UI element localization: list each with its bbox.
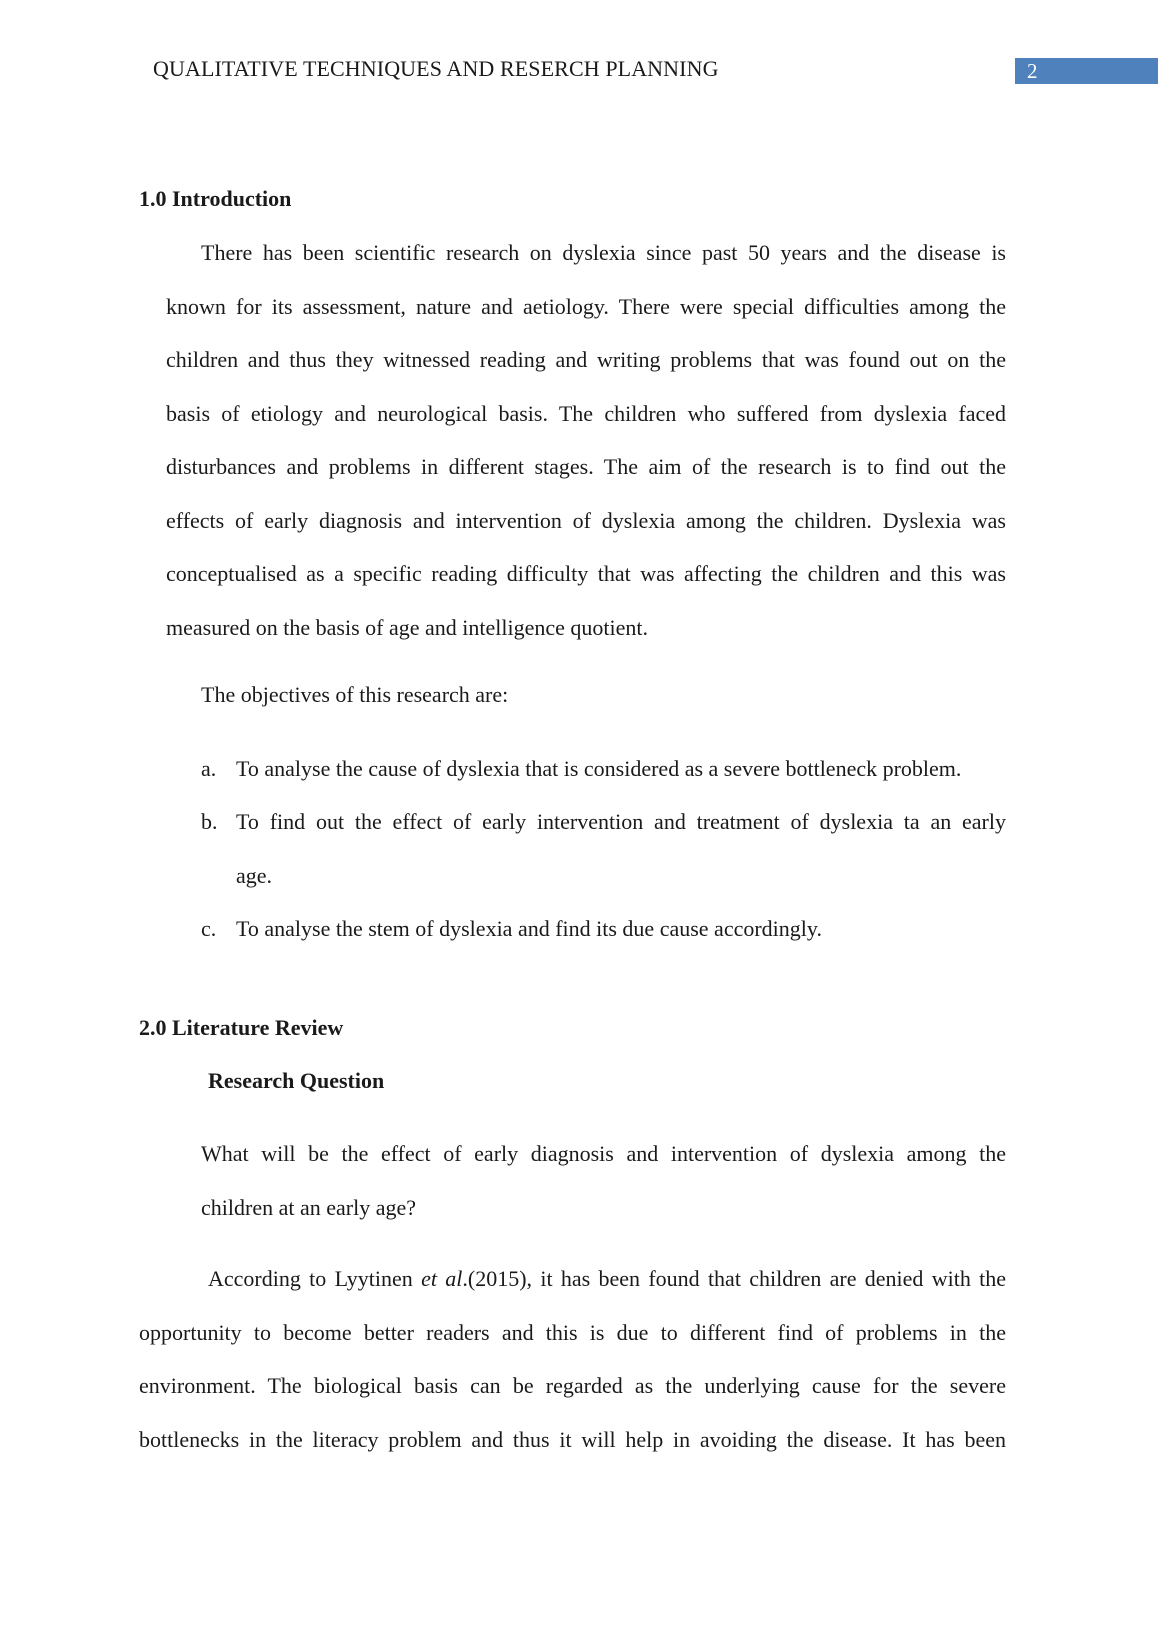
paragraph-line: bottlenecks in the literacy problem and thus it will help in avoiding the disease. It has been (139, 1426, 1006, 1452)
paragraph-line: children at an early age? (201, 1194, 416, 1220)
paragraph-line: disturbances and problems in different stages. The aim of the research is to find out the (166, 454, 1006, 479)
paragraph-line (139, 1252, 1006, 1306)
list-text-line: To find out the effect of early intervention and treatment of dyslexia ta an early (236, 809, 1006, 834)
citation-author: According to Lyytinen (208, 1266, 422, 1291)
paragraph-line: effects of early diagnosis and intervention of dyslexia among the children. Dyslexia was (166, 507, 1006, 533)
section-heading-literature-review: 2.0 Literature Review (139, 1015, 344, 1040)
list-marker: a. (201, 756, 217, 781)
page-number-tab: 2 (1015, 58, 1158, 84)
objectives-intro: The objectives of this research are: (201, 682, 509, 707)
citation-et-al: et al (421, 1266, 463, 1291)
list-marker: b. (201, 809, 218, 834)
running-head: QUALITATIVE TECHNIQUES AND RESERCH PLANNING (153, 56, 719, 81)
list-item (201, 916, 1006, 946)
literature-paragraph (139, 1252, 1006, 1466)
paragraph-line: basis of etiology and neurological basis. The children who suffered from dyslexia faced (166, 400, 1006, 426)
paragraph-line: environment. The biological basis can be regarded as the underlying cause for the severe (139, 1373, 1006, 1398)
research-question (201, 1127, 1006, 1234)
list-text: To analyse the stem of dyslexia and find its due cause accordingly. (236, 916, 822, 941)
paragraph-line: measured on the basis of age and intelligence quotient. (166, 614, 649, 640)
paragraph-line: What will be the effect of early diagnosis and intervention of dyslexia among the (201, 1141, 1006, 1166)
list-text (236, 809, 1006, 889)
list-marker: c. (201, 916, 217, 941)
paragraph-line: known for its assessment, nature and aetiology. There were special difficulties among the (166, 293, 1006, 319)
list-item (201, 809, 1006, 889)
paragraph-line: children and thus they witnessed reading and writing problems that was found out on the (166, 347, 1006, 372)
list-item (201, 756, 1006, 786)
list-text-line: age. (236, 863, 273, 888)
section-heading-introduction: 1.0 Introduction (139, 186, 292, 211)
subheading-research-question: Research Question (208, 1068, 385, 1093)
list-text: To analyse the cause of dyslexia that is considered as a severe bottleneck problem. (236, 756, 962, 781)
paragraph-line: There has been scientific research on dyslexia since past 50 years and the disease is (201, 240, 1006, 265)
paragraph-line: opportunity to become better readers and this is due to different find of problems in the (139, 1319, 1006, 1345)
citation-rest: .(2015), it has been found that children are denied with the (462, 1266, 1006, 1291)
introduction-paragraph (166, 226, 1006, 654)
paragraph-line: conceptualised as a specific reading difficulty that was affecting the children and this was (166, 561, 1006, 586)
